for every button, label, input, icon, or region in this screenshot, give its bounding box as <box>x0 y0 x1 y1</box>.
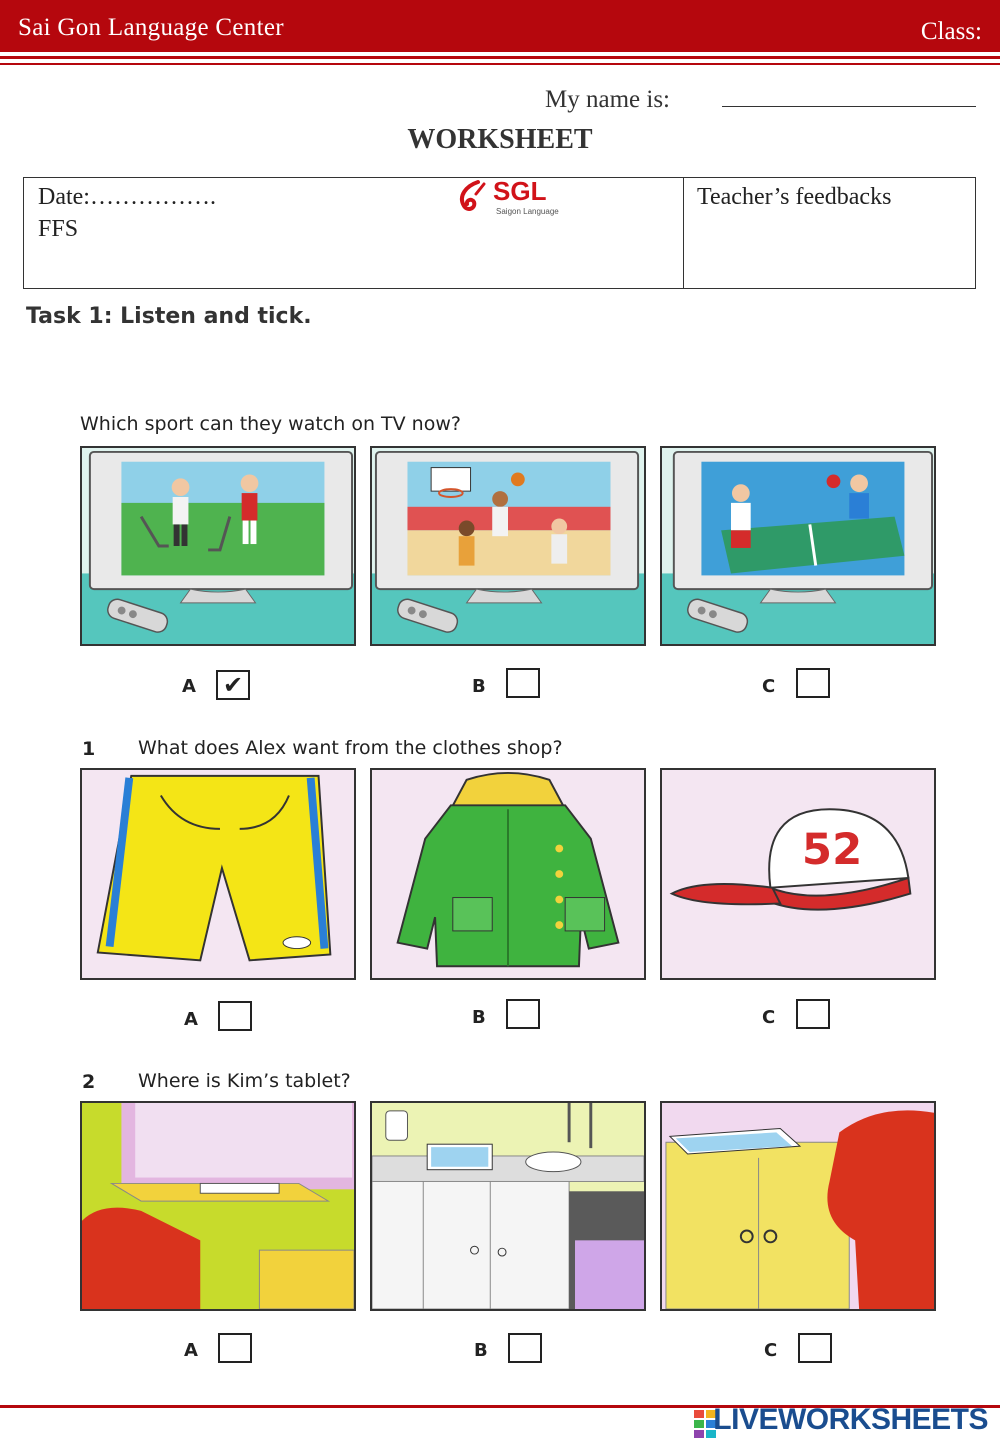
logo-subtitle: Saigon Language <box>496 207 559 216</box>
question-number: 1 <box>82 738 96 760</box>
checkbox-example-b[interactable] <box>506 668 540 698</box>
option-letter: C <box>762 676 776 697</box>
tv-basketball-image <box>370 446 646 646</box>
teacher-feedback-label: Teacher’s feedbacks <box>697 184 892 210</box>
tablet-kitchen-image <box>370 1101 646 1311</box>
course-label: FFS <box>38 216 79 242</box>
option-letter: A <box>182 676 196 697</box>
center-name: Sai Gon Language Center <box>18 14 284 41</box>
question-example-text: Which sport can they watch on TV now? <box>80 413 461 435</box>
footer-brand: LIVEWORKSHEETS <box>713 1403 988 1436</box>
checkbox-example-c[interactable] <box>796 668 830 698</box>
header-rule <box>0 56 1000 59</box>
name-field[interactable] <box>722 106 976 107</box>
tablet-cupboard-image <box>660 1101 936 1311</box>
worksheet-title: WORKSHEET <box>407 124 593 155</box>
tablet-shelf-image <box>80 1101 356 1311</box>
info-divider <box>683 177 684 289</box>
question-1-text: What does Alex want from the clothes shop? <box>138 737 563 759</box>
option-letter: C <box>764 1340 778 1361</box>
question-number: 2 <box>82 1071 96 1093</box>
yellow-shorts-image <box>80 768 356 980</box>
cap-number: 52 <box>801 825 863 876</box>
checkbox-q1-b[interactable] <box>506 999 540 1029</box>
tv-hockey-image <box>80 446 356 646</box>
option-letter: C <box>762 1007 776 1028</box>
checkbox-q2-a[interactable] <box>218 1333 252 1363</box>
checkbox-q1-c[interactable] <box>796 999 830 1029</box>
class-label: Class: <box>920 18 982 45</box>
option-letter: A <box>184 1009 198 1030</box>
name-label: My name is: <box>545 86 670 113</box>
red-cap-image <box>660 768 936 980</box>
tv-table-tennis-image <box>660 446 936 646</box>
logo-text: SGL <box>493 176 547 206</box>
checkbox-example-a[interactable]: ✔ <box>216 670 250 700</box>
checkbox-q2-c[interactable] <box>798 1333 832 1363</box>
checkbox-q1-a[interactable] <box>218 1001 252 1031</box>
date-label: Date:……………. <box>38 184 216 210</box>
option-letter: B <box>472 1007 486 1028</box>
option-letter: B <box>474 1340 488 1361</box>
question-2-text: Where is Kim’s tablet? <box>138 1070 351 1092</box>
header-rule-thin <box>0 63 1000 65</box>
green-jacket-image <box>370 768 646 980</box>
checkbox-q2-b[interactable] <box>508 1333 542 1363</box>
option-letter: B <box>472 676 486 697</box>
task-title: Task 1: Listen and tick. <box>26 304 312 329</box>
option-letter: A <box>184 1340 198 1361</box>
